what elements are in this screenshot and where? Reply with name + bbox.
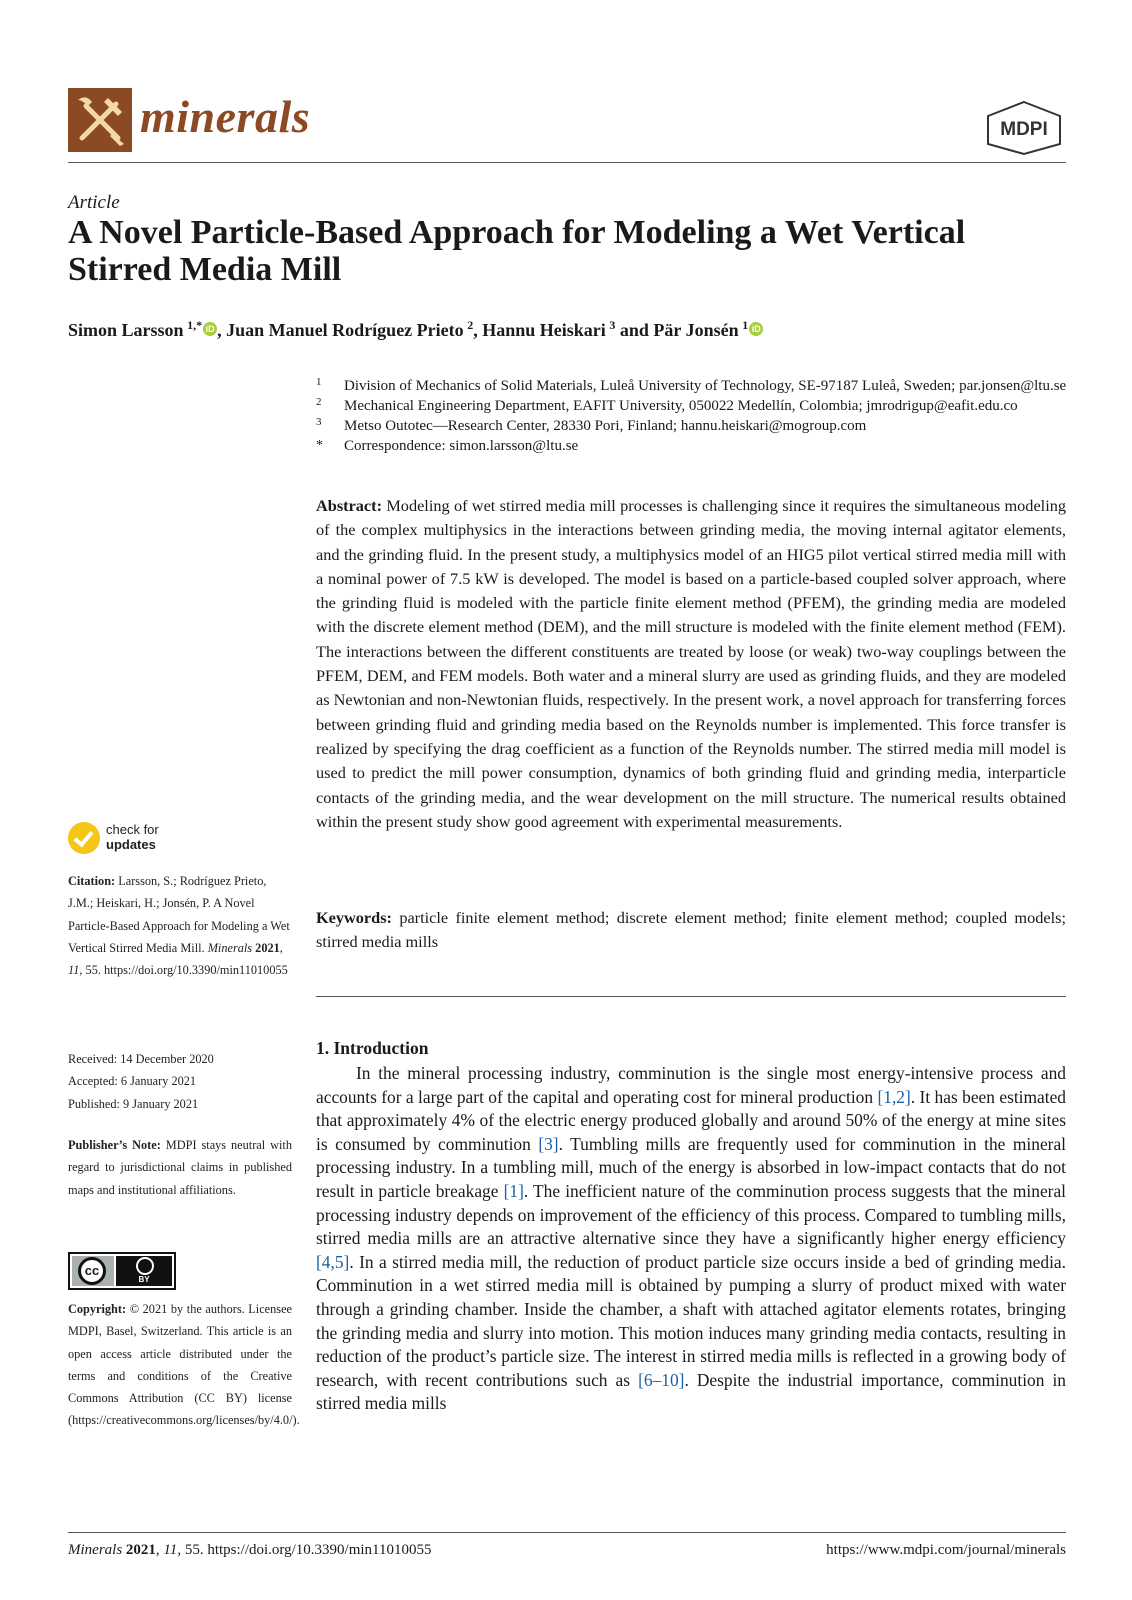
section-title-introduction: 1. Introduction: [316, 1038, 429, 1058]
check-icon: [68, 822, 100, 854]
author-affiliation-marker: 2: [467, 318, 474, 332]
abstract-text: Modeling of wet stirred media mill processes is challenging since it requires the simultaneous modeling of the complex multiphysics in the interactions between grinding media, the moving internal agitator elements, and the grinding fluid. In the present study, a multiphysics model of an HIG5 pilot vertical stirred media mill with a nominal power of 7.5 kW is developed. The model is based on a particle-based coupled solver approach, where the grinding fluid is modeled with the particle finite element method (PFEM), the grinding media are modeled with the discrete element method (DEM), and the mill structure is modeled with the finite element method (FEM). The interactions between the different constituents are treated by loose (or weak) two-way couplings between the PFEM, DEM, and FEM models. Both water and a mineral slurry are used as grinding fluids, and they are modeled as Newtonian and non-Newtonian fluids, respectively. In the present work, a novel approach for transferring forces between grinding fluid and grinding media based on the Reynolds number is implemented. This force transfer is realized by specifying the drag coefficient as a function of the Reynolds number. The stirred media mill model is used to predict the mill power consumption, dynamics of both grinding fluid and grinding media, interparticle contacts of the grinding media, and the wear development on the mill structure. The numerical results obtained within the present study show good agreement with experimental measurements.: [316, 496, 1066, 831]
affiliation-text: Metso Outotec—Research Center, 28330 Pori, Finland; hannu.heiskari@mogroup.com: [344, 418, 867, 434]
publisher-note: [68, 1134, 292, 1201]
orcid-icon[interactable]: iD: [203, 322, 217, 336]
intro-text: . In a stirred media mill, the reduction of product particle size occurs inside a bed of grinding media. Comminution in a wet stirred media mill is obtained by pumping a slurry of product mixed with water through a grinding chamber. Inside the chamber, a shaft with attached agitator elements rotates, bringing the grinding media and slurry into motion. This motion induces many grinding media contacts, resulting in reduction of the product’s particle size. The interest in stirred media mills is reflected in a growing body of research, with recent contributions such as: [316, 1251, 1066, 1390]
citation-link[interactable]: [6–10]: [638, 1369, 685, 1390]
copyright-block: [68, 1298, 300, 1432]
affiliation-item: [316, 376, 1076, 396]
footer-journal: Minerals: [68, 1542, 123, 1558]
citation-link[interactable]: [3]: [538, 1133, 559, 1154]
keywords-text: particle finite element method; discrete element method; finite element method; coupled models; stirred media mills: [316, 908, 1066, 951]
footer-year: 2021: [125, 1542, 156, 1558]
footer-volume: 11: [163, 1542, 178, 1558]
citation-doi[interactable]: , 55. https://doi.org/10.3390/min11010055: [79, 963, 288, 978]
published-date: Published: 9 January 2021: [68, 1096, 199, 1111]
affiliation-text: Division of Mechanics of Solid Materials, Luleå University of Technology, SE-97187 Luleå, Sweden; par.jonsen@ltu.se: [344, 378, 1067, 394]
citation-link[interactable]: [1]: [503, 1180, 524, 1201]
author-affiliation-marker: 1,*: [187, 318, 203, 332]
author-separator: and: [615, 320, 654, 340]
correspondence-text: Correspondence: simon.larsson@ltu.se: [344, 438, 579, 454]
author-name[interactable]: Juan Manuel Rodríguez Prieto: [226, 320, 464, 340]
abstract-label: Abstract:: [316, 496, 383, 515]
check-for-updates-button[interactable]: [68, 822, 208, 856]
mdpi-logo[interactable]: [984, 100, 1064, 156]
correspondence: [316, 436, 1076, 456]
citation-journal: Minerals: [207, 940, 253, 955]
author-separator: ,: [473, 320, 483, 340]
header-divider: [68, 162, 1066, 163]
cc-icon: cc: [78, 1257, 106, 1285]
affiliation-item: [316, 396, 1076, 416]
citation-volume: 11: [68, 963, 80, 978]
author-separator: ,: [217, 320, 227, 340]
author-name[interactable]: Pär Jonsén: [653, 320, 739, 340]
journal-logo-icon: [68, 88, 132, 152]
affiliations: [316, 376, 1076, 456]
keywords: [316, 906, 1066, 954]
introduction-paragraph: [316, 1062, 1066, 1416]
received-date: Received: 14 December 2020: [68, 1052, 214, 1066]
footer-citation: Minerals 2021, 11, 55. https://doi.org/10.3390/min11010055: [68, 1542, 432, 1558]
accepted-date: Accepted: 6 January 2021: [68, 1074, 197, 1089]
intro-text: . Despite the industrial importance, comminution in stirred media mills: [316, 1369, 1066, 1414]
publisher-note-label: Publisher’s Note:: [68, 1138, 161, 1152]
citation-link[interactable]: [1,2]: [877, 1086, 911, 1107]
footer-divider: [68, 1532, 1066, 1533]
affiliation-text: Mechanical Engineering Department, EAFIT University, 050022 Medellín, Colombia; jmrodrigup@eafit.edu.co: [344, 398, 1018, 414]
copyright-label: Copyright:: [68, 1302, 127, 1316]
journal-name: minerals: [140, 91, 311, 142]
keywords-divider: [316, 996, 1066, 997]
article-type: Article: [68, 192, 120, 213]
affiliation-item: [316, 416, 1076, 436]
citation-link[interactable]: [4,5]: [316, 1251, 350, 1272]
updates-label: updates: [106, 837, 156, 852]
footer-doi[interactable]: , 55. https://doi.org/10.3390/min11010055: [177, 1542, 432, 1558]
cc-badge-right: [116, 1256, 172, 1286]
citation-text: Larsson, S.; Rodríguez Prieto, J.M.; Heiskari, H.; Jonsén, P. A Novel Particle-Based Approach for Modeling a Wet Vertical Stirred Media Mill.: [68, 874, 290, 955]
affiliation-number: 1: [316, 376, 322, 388]
author-name[interactable]: Simon Larsson: [68, 320, 184, 340]
cc-badge-left: [72, 1256, 114, 1286]
affiliation-number: 2: [316, 396, 322, 408]
orcid-icon[interactable]: iD: [749, 322, 763, 336]
author-affiliation-marker: 3: [609, 318, 616, 332]
affiliation-number: 3: [316, 416, 322, 428]
intro-text: . Tumbling mills are frequently used for comminution in the mineral processing industry. In a tumbling mill, much of the energy is absorbed in low-impact contacts that do not result in particle breakage: [316, 1133, 1067, 1201]
intro-text: . The inefficient nature of the comminution process suggests that the mineral processing industry depends on improvement of the efficiency of this process. Compared to tumbling mills, stirred media mills are an attractive alternative since they have a significantly higher energy efficiency: [316, 1180, 1066, 1249]
cc-by-label: BY: [138, 1275, 150, 1284]
cc-by-license-icon[interactable]: [68, 1252, 176, 1290]
intro-text: In the mineral processing industry, comminution is the single most energy-intensive process and accounts for a large part of the capital and operating cost for mineral production: [316, 1063, 1066, 1107]
author-name[interactable]: Hannu Heiskari: [482, 320, 606, 340]
author-list: [68, 318, 1068, 341]
abstract: [316, 494, 1066, 834]
mdpi-logo-text: MDPI: [1000, 119, 1048, 140]
intro-text: . It has been estimated that approximately 4% of the electric energy produced globally and around 50% of the energy at mine sites is consumed by comminution: [316, 1086, 1067, 1154]
footer-journal-url[interactable]: https://www.mdpi.com/journal/minerals: [826, 1542, 1066, 1558]
copyright-text: © 2021 by the authors. Licensee MDPI, Basel, Switzerland. This article is an open access article distributed under the terms and conditions of the Creative Commons Attribution (CC BY) license (https://creativecommons.org/licenses/by/4.0/).: [68, 1302, 300, 1428]
correspondence-marker: *: [316, 438, 323, 453]
publication-dates: [68, 1048, 292, 1115]
author-affiliation-marker: 1: [742, 318, 749, 332]
citation-block: Citation: Larsson, S.; Rodríguez Prieto, J.M.; Heiskari, H.; Jonsén, P. A Novel Particle-Based Approach for Modeling a Wet Vertical Stirred Media Mill. Minerals 2021, 11, 55. https://doi.org/10.3390/min11010055: [68, 874, 290, 978]
article-title: A Novel Particle-Based Approach for Modeling a Wet Vertical Stirred Media Mill: [68, 214, 966, 288]
publisher-note-text: MDPI stays neutral with regard to jurisdictional claims in published maps and institutional affiliations.: [68, 1138, 292, 1197]
citation-year: 2021: [255, 940, 280, 955]
keywords-label: Keywords:: [316, 908, 392, 927]
check-for-label: check for: [106, 822, 159, 837]
attribution-icon: [136, 1257, 154, 1275]
citation-label: Citation:: [68, 874, 116, 888]
